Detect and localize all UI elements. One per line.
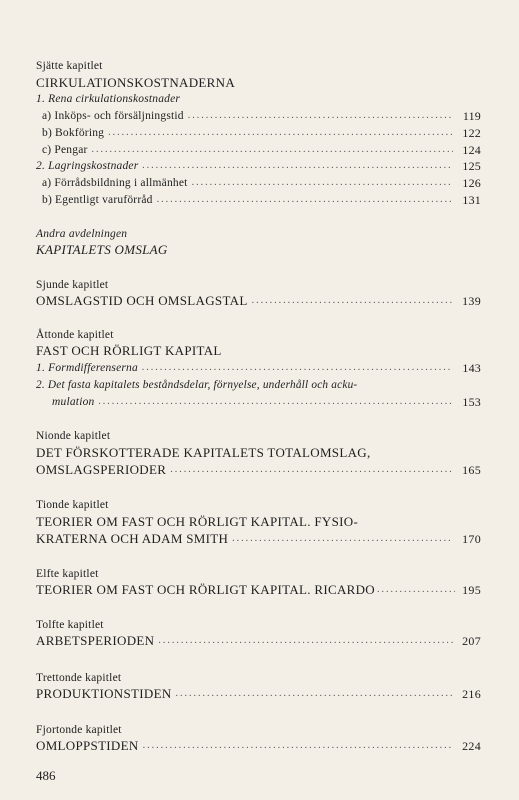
leader-dots	[176, 686, 453, 702]
toc-page-number: 143	[462, 361, 481, 375]
chapter-label: Elfte kapitlet	[36, 568, 99, 580]
toc-entry-text: a) Förrådsbildning i allmänhet	[42, 177, 188, 189]
toc-entry-text: a) Inköps- och försäljningstid	[42, 110, 184, 122]
toc-entry[interactable]	[42, 192, 481, 208]
leader-dots	[108, 125, 453, 141]
chapter-title: OMSLAGSPERIODER	[36, 462, 167, 477]
leader-dots	[92, 142, 453, 158]
toc-entry[interactable]	[36, 158, 481, 174]
toc-entry-text: c) Pengar	[42, 144, 88, 156]
chapter-label: Åttonde kapitlet	[36, 329, 114, 341]
toc-entry[interactable]	[42, 175, 481, 191]
page-number: 486	[36, 768, 56, 783]
toc-page-number: 124	[462, 143, 481, 157]
toc-page-number: 139	[462, 294, 481, 308]
toc-entry[interactable]	[36, 738, 481, 754]
leader-dots	[143, 738, 453, 754]
toc-entry[interactable]	[36, 462, 481, 478]
chapter-title: TEORIER OM FAST OCH RÖRLIGT KAPITAL. FYSIO-	[36, 514, 359, 529]
chapter-label: Sjätte kapitlet	[36, 60, 103, 72]
chapter-title: KRATERNA OCH ADAM SMITH	[36, 531, 229, 546]
toc-entry-text: mulation	[52, 396, 95, 408]
toc-entry[interactable]	[52, 394, 481, 410]
leader-dots	[188, 108, 453, 124]
toc-subheading: 1. Rena cirkulationskostnader	[36, 93, 181, 105]
toc-entry[interactable]	[42, 142, 481, 158]
section-label: Andra avdelningen	[36, 228, 128, 240]
toc-entry[interactable]	[42, 125, 481, 141]
chapter-title: FAST OCH RÖRLIGT KAPITAL	[36, 343, 222, 358]
toc-page-number: 216	[462, 687, 481, 701]
leader-dots	[157, 192, 453, 208]
chapter-label: Fjortonde kapitlet	[36, 724, 122, 736]
leader-dots	[142, 158, 453, 174]
chapter-label: Nionde kapitlet	[36, 430, 111, 442]
toc-page-number: 126	[462, 176, 481, 190]
toc-entry[interactable]	[36, 686, 481, 702]
toc-entry[interactable]	[36, 633, 481, 649]
leader-dots	[99, 394, 454, 410]
leader-dots	[170, 462, 453, 478]
leader-dots	[377, 582, 455, 598]
toc-page-number: 165	[462, 463, 481, 477]
toc-entry[interactable]	[36, 360, 481, 376]
leader-dots	[192, 175, 453, 191]
chapter-title: PRODUKTIONSTIDEN	[36, 686, 172, 701]
toc-entry[interactable]	[36, 582, 481, 598]
leader-dots	[142, 360, 453, 376]
toc-page-number: 153	[462, 395, 481, 409]
toc-entry-text: 1. Formdifferenserna	[36, 362, 138, 374]
toc-entry[interactable]	[36, 531, 481, 547]
chapter-label: Tolfte kapitlet	[36, 619, 104, 631]
toc-page-number: 195	[462, 583, 481, 597]
chapter-title: OMSLAGSTID OCH OMSLAGSTAL	[36, 293, 248, 308]
chapter-title: DET FÖRSKOTTERADE KAPITALETS TOTALOMSLAG,	[36, 445, 371, 460]
toc-entry-text: b) Egentligt varuförråd	[42, 194, 153, 206]
leader-dots	[158, 633, 453, 649]
chapter-title: CIRKULATIONSKOSTNADERNA	[36, 75, 236, 90]
toc-page-number: 125	[462, 159, 481, 173]
chapter-label: Tionde kapitlet	[36, 499, 109, 511]
toc-page-number: 170	[462, 532, 481, 546]
toc-entry-text: 2. Det fasta kapitalets beståndsdelar, förnyelse, underhåll och acku-	[36, 379, 358, 391]
section-title: KAPITALETS OMSLAG	[36, 242, 168, 257]
chapter-label: Trettonde kapitlet	[36, 672, 122, 684]
toc-page-number: 119	[462, 109, 481, 123]
toc-page-number: 122	[462, 126, 481, 140]
leader-dots	[252, 293, 453, 309]
chapter-title: ARBETSPERIODEN	[36, 633, 155, 648]
toc-page-number: 131	[462, 193, 481, 207]
leader-dots	[232, 531, 453, 547]
toc-entry-text: 2. Lagringskostnader	[36, 160, 139, 172]
toc-entry-text: b) Bokföring	[42, 127, 105, 139]
toc-entry[interactable]	[42, 108, 481, 124]
chapter-label: Sjunde kapitlet	[36, 279, 109, 291]
toc-page-number: 224	[462, 739, 481, 753]
chapter-title: TEORIER OM FAST OCH RÖRLIGT KAPITAL. RICARDO	[36, 582, 375, 597]
toc-entry[interactable]	[36, 293, 481, 309]
chapter-title: OMLOPPSTIDEN	[36, 738, 139, 753]
toc-page-number: 207	[462, 634, 481, 648]
